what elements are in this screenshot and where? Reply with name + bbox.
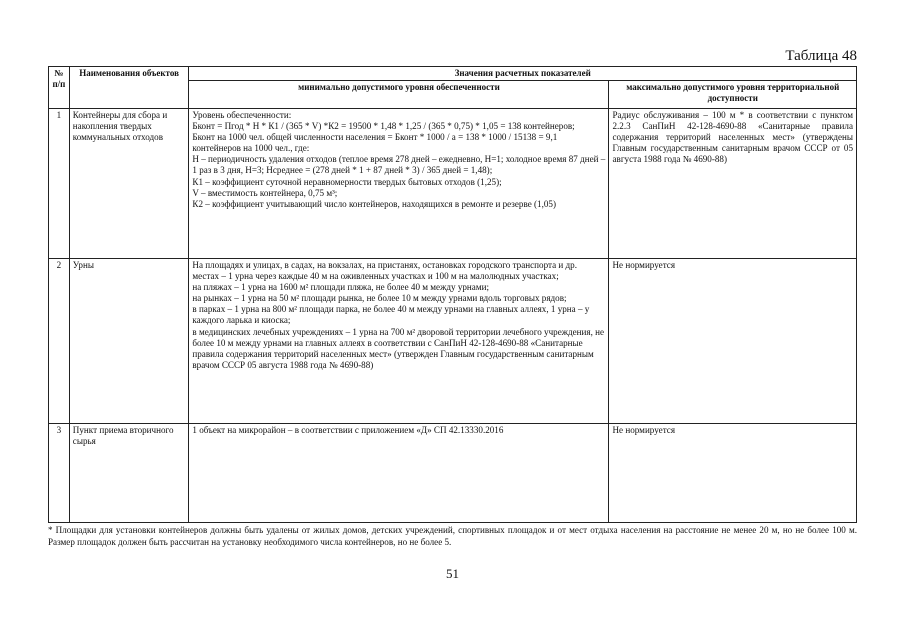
max-value-cell: Не нормируется — [609, 259, 857, 424]
text-line: К2 – коэффициент учитывающий число контейнеров, находящихся в ремонте и резерве (1,05) — [192, 198, 557, 209]
max-value-cell: Не нормируется — [609, 424, 857, 523]
table-caption: Таблица 48 — [785, 48, 857, 64]
header-values: Значения расчетных показателей — [189, 67, 857, 81]
norms-table — [48, 66, 857, 523]
header-max: максимально допустимого уровня территориальной доступности — [609, 81, 857, 109]
page-number: 51 — [446, 566, 459, 581]
text-line: 1 объект на микрорайон – в соответствии с приложением «Д» СП 42.13330.2016 — [192, 425, 504, 435]
row-number: 2 — [49, 259, 70, 424]
text-line: К1 – коэффициент суточной неравномерности твердых бытовых отходов (1,25); — [192, 176, 502, 187]
header-min: минимально допустимого уровня обеспеченности — [189, 81, 609, 109]
text-line: в медицинских лечебных учреждениях – 1 урна на 700 м² дворовой территории лечебного учреждения, не более 10 м между урнами на главных аллеях в соответствии с СанПиН 42-128-4690-88 «Санитарные правила содержания территорий населенных мест» (утвержден Главным государственным санитарным врачом СССР 05 августа 1988 года № 4690-88) — [192, 326, 605, 370]
text-line: на рынках – 1 урна на 50 м² площади рынка, не более 10 м между урнами вдоль торговых рядов; — [192, 293, 567, 304]
header-name: Наименования объектов — [69, 67, 189, 109]
text-line: Уровень обеспеченности: — [192, 110, 292, 120]
table-row — [49, 424, 857, 523]
text-line: Н – периодичность удаления отходов (теплое время 278 дней – ежедневно, Н=1; холодное время 87 дней – 1 раз в 3 дня, Н=3; Нсреднее = (278 дней * 1 + 87 дней * 3) / 365 дней = 1,48); — [192, 154, 606, 176]
text-line: V – вместимость контейнера, 0,75 м³; — [192, 187, 338, 198]
table-row — [49, 109, 857, 259]
header-no: № п/п — [49, 67, 70, 109]
row-number: 1 — [49, 109, 70, 259]
object-name: Урны — [69, 259, 189, 424]
footnote: * Площадки для установки контейнеров должны быть удалены от жилых домов, детских учреждений, спортивных площадок и от мест отдыха населения на расстояние не менее 20 м, но не более 100 м. Размер площадок должен быть рассчитан на установку необходимого числа контейнеров, но не более 5. — [48, 525, 857, 547]
text-line: на пляжах – 1 урна на 1600 м² площади пляжа, не более 40 м между урнами; — [192, 282, 489, 293]
min-value-cell — [189, 259, 609, 424]
object-name: Контейнеры для сбора и накопления твердых коммунальных отходов — [69, 109, 189, 259]
text-line: На площадях и улицах, в садах, на вокзалах, на пристанях, остановках городского транспорта и др. местах – 1 урна через каждые 40 м на оживленных участках и 100 м на малолюдных участках; — [192, 260, 577, 282]
text-line: в парках – 1 урна на 800 м² площади парка, не более 40 м между урнами на главных аллеях, 1 урна – у каждого ларька и киоска; — [192, 304, 590, 326]
table-header-row — [49, 67, 857, 81]
max-value-cell: Радиус обслуживания – 100 м * в соответствии с пунктом 2.2.3 СанПиН 42-128-4690-88 «Санитарные правила содержания территорий населенных мест» (утверждены Главным государственным санитарным врачом СССР от 05 августа 1988 года № 4690-88) — [609, 109, 857, 259]
text-line: Бконт на 1000 чел. общей численности населения = Бконт * 1000 / а = 138 * 1000 / 15138 = 9,1 контейнеров на 1000 чел., где: — [192, 132, 558, 154]
object-name: Пункт приема вторичного сырья — [69, 424, 189, 523]
text-line: Бконт = Пгод * Н * К1 / (365 * V) *К2 = 19500 * 1,48 * 1,25 / (365 * 0,75) * 1,05 = 138 контейнеров; — [192, 121, 575, 132]
row-number: 3 — [49, 424, 70, 523]
min-value-cell — [189, 424, 609, 523]
table-row — [49, 259, 857, 424]
min-value-cell — [189, 109, 609, 259]
